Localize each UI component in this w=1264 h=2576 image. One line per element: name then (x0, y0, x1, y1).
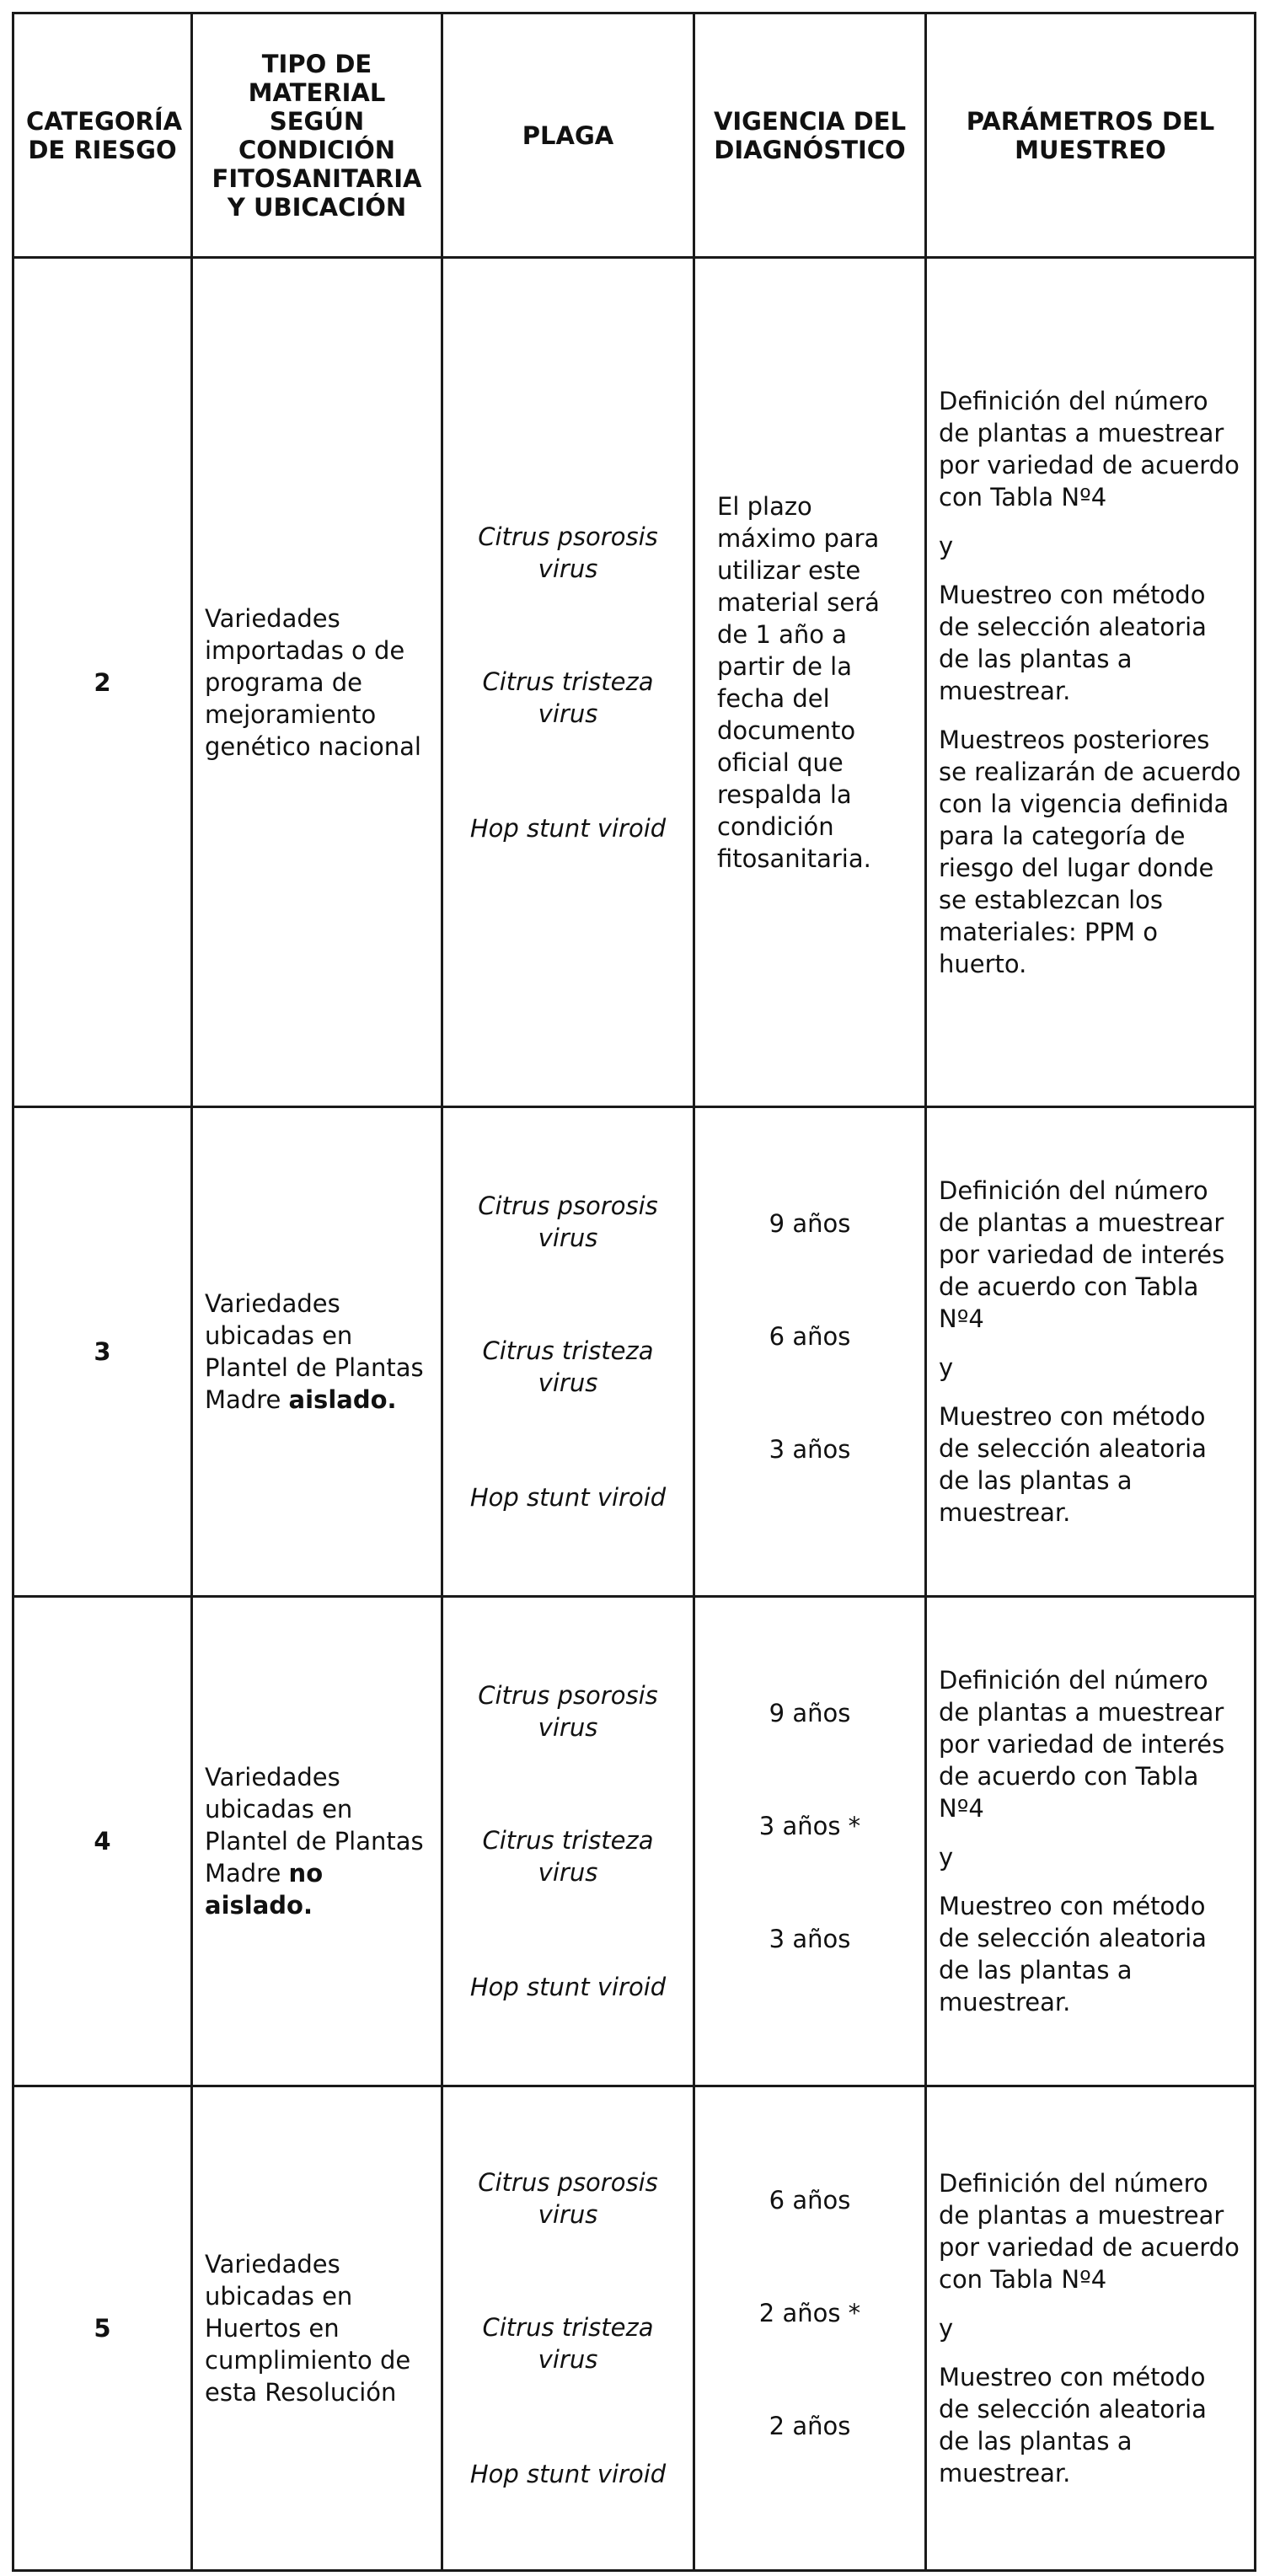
validity-cell (694, 2086, 926, 2571)
sampling-param: Muestreo con método de selección aleatoria de las plantas a muestrear. (939, 1402, 1207, 1527)
table-row (13, 2086, 1256, 2571)
header-parametros: PARÁMETROS DEL MUESTREO (926, 13, 1256, 258)
material-type-emphasis: no aislado. (205, 1859, 324, 1920)
pest-name: Citrus tristeza virus (482, 667, 654, 728)
sampling-param: y (939, 1843, 954, 1872)
material-type-emphasis: aislado. (288, 1385, 397, 1414)
sampling-param: y (939, 1353, 954, 1382)
header-vigencia: VIGENCIA DEL DIAGNÓSTICO (694, 13, 926, 258)
material-type-cell (192, 1597, 442, 2086)
sampling-param: Definición del número de plantas a muestrear por variedad de acuerdo con Tabla Nº4 (939, 2169, 1240, 2294)
material-type-text: Variedades ubicadas en Plantel de Plantas Madre (205, 1763, 424, 1888)
pest-cell (442, 1597, 694, 2086)
table-row (13, 1597, 1256, 2086)
validity-cell (694, 1597, 926, 2086)
validity-text: El plazo máximo para utilizar este material será de 1 año a partir de la fecha del documento oficial que respalda la condición fitosanitaria. (717, 491, 880, 873)
table-row (13, 258, 1256, 1107)
validity-value: 3 años * (758, 1812, 861, 1840)
validity-value: 6 años (769, 2186, 851, 2215)
sampling-params-cell (926, 1107, 1256, 1597)
header-row (13, 13, 1256, 258)
sampling-params-cell (926, 1597, 1256, 2086)
pest-name: Hop stunt viroid (469, 1483, 667, 1512)
category-cell: 4 (13, 1597, 192, 2086)
material-type-text: Variedades ubicadas en Plantel de Plantas Madre (205, 1289, 424, 1414)
pest-name: Hop stunt viroid (469, 813, 667, 843)
material-type-cell (192, 1107, 442, 1597)
category-cell: 3 (13, 1107, 192, 1597)
risk-category-table (12, 12, 1256, 2572)
sampling-params-cell (926, 258, 1256, 1107)
pest-cell (442, 258, 694, 1107)
header-plaga: PLAGA (442, 13, 694, 258)
pest-name: Citrus psorosis virus (478, 522, 658, 583)
sampling-param: Definición del número de plantas a muestrear por variedad de interés de acuerdo con Tabla Nº4 (939, 1666, 1225, 1823)
pest-name: Citrus tristeza virus (482, 1826, 654, 1887)
pest-name: Citrus tristeza virus (482, 1336, 654, 1397)
pest-name: Citrus psorosis virus (478, 1192, 658, 1252)
validity-cell (694, 258, 926, 1107)
pest-name: Citrus psorosis virus (478, 2168, 658, 2229)
validity-value: 3 años (769, 1435, 851, 1464)
pest-name: Hop stunt viroid (469, 1973, 667, 2001)
header-categoria: CATEGORÍA DE RIESGO (13, 13, 192, 258)
header-tipo: TIPO DE MATERIAL SEGÚN CONDICIÓN FITOSANITARIA Y UBICACIÓN (192, 13, 442, 258)
sampling-param: Muestreo con método de selección aleatoria de las plantas a muestrear. (939, 1892, 1207, 2016)
sampling-param: Definición del número de plantas a muestrear por variedad de interés de acuerdo con Tabla Nº4 (939, 1176, 1225, 1333)
table-row (13, 1107, 1256, 1597)
material-type-cell (192, 2086, 442, 2571)
sampling-param: y (939, 2314, 954, 2343)
pest-cell (442, 1107, 694, 1597)
validity-value: 2 años (769, 2412, 851, 2440)
material-type-text: Variedades ubicadas en Huertos en cumplimiento de esta Resolución (205, 2250, 411, 2407)
category-cell: 5 (13, 2086, 192, 2571)
validity-value: 6 años (769, 1322, 851, 1351)
validity-cell (694, 1107, 926, 1597)
pest-name: Hop stunt viroid (469, 2460, 667, 2488)
sampling-param: Muestreo con método de selección aleatoria de las plantas a muestrear. (939, 580, 1207, 705)
pest-cell (442, 2086, 694, 2571)
category-cell: 2 (13, 258, 192, 1107)
sampling-param: Definición del número de plantas a muestrear por variedad de acuerdo con Tabla Nº4 (939, 386, 1240, 511)
validity-value: 2 años * (758, 2299, 861, 2327)
sampling-params-cell (926, 2086, 1256, 2571)
validity-value: 9 años (769, 1699, 851, 1727)
material-type-text: Variedades importadas o de programa de mejoramiento genético nacional (205, 603, 421, 761)
sampling-param: y (939, 531, 954, 560)
material-type-cell (192, 258, 442, 1107)
pest-name: Citrus tristeza virus (482, 2313, 654, 2374)
validity-value: 3 años (769, 1925, 851, 1953)
pest-name: Citrus psorosis virus (478, 1681, 658, 1742)
sampling-param: Muestreo con método de selección aleatoria de las plantas a muestrear. (939, 2363, 1207, 2488)
validity-value: 9 años (769, 1209, 851, 1238)
sampling-param: Muestreos posteriores se realizarán de acuerdo con la vigencia definida para la categoría de riesgo del lugar donde se establezcan los materiales: PPM o huerto. (939, 725, 1241, 978)
